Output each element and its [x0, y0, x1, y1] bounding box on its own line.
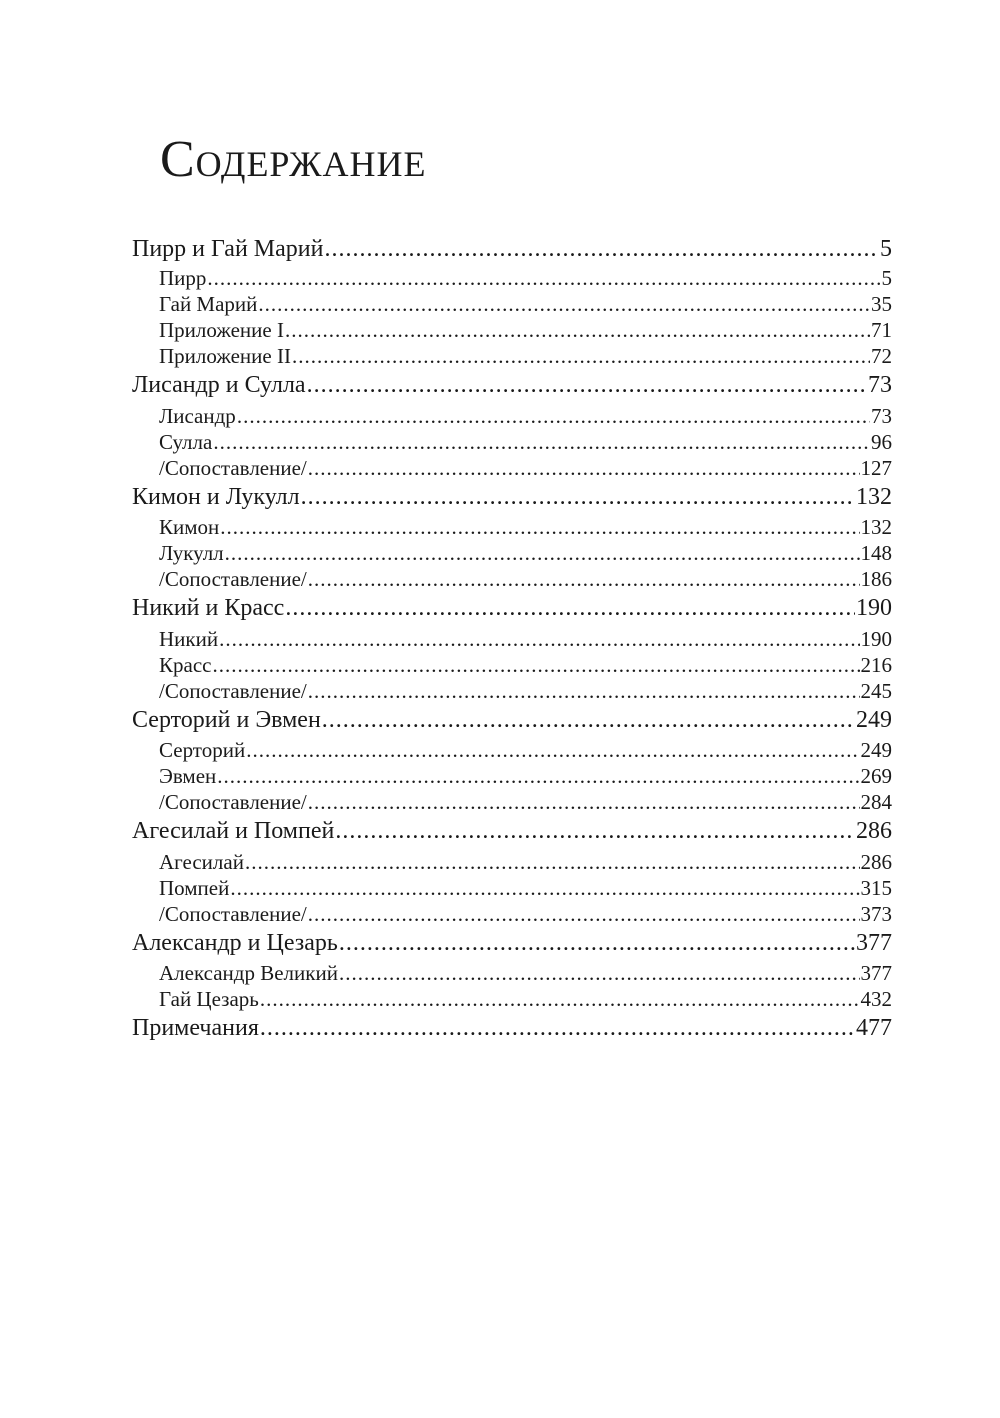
toc-entry-title: Серторий: [159, 738, 246, 762]
toc-entry-title: Помпей: [159, 875, 230, 900]
dot-leader: [335, 815, 855, 849]
toc-entry[interactable]: [132, 789, 892, 815]
dot-leader: [258, 291, 870, 317]
toc-entry[interactable]: [132, 737, 892, 763]
toc-entry-title: Кимон: [159, 515, 220, 539]
toc-entry-title: Гай Цезарь: [159, 987, 259, 1011]
toc-section-title: Никий и Красс: [132, 595, 285, 621]
page-number: 315: [860, 875, 892, 900]
toc-entry-title: Пирр: [159, 266, 207, 290]
page-number: 432: [860, 987, 892, 1011]
dot-leader: [217, 763, 859, 789]
toc-section-title: Лисандр и Сулла: [132, 372, 306, 398]
page-number: 96: [871, 429, 892, 454]
toc-entry[interactable]: [132, 875, 892, 901]
toc-entry[interactable]: [132, 566, 892, 592]
toc-section-title: Кимон и Лукулл: [132, 483, 300, 510]
page-number: 377: [856, 929, 892, 956]
page-number: 35: [871, 292, 892, 316]
toc-entry[interactable]: [132, 514, 892, 540]
toc-entry-title: Лукулл: [159, 541, 224, 565]
dot-leader: [308, 566, 860, 592]
dot-leader: [308, 678, 860, 704]
dot-leader: [339, 927, 855, 961]
table-of-contents: [132, 234, 892, 1046]
page-number: 269: [860, 764, 892, 788]
dot-leader: [207, 265, 880, 291]
toc-section[interactable]: [132, 927, 892, 961]
toc-section-title: Пирр и Гай Марий: [132, 236, 324, 262]
page-number: 377: [860, 961, 892, 985]
page-title: Содержание: [160, 131, 427, 188]
dot-leader: [307, 369, 867, 403]
dot-leader: [219, 626, 859, 652]
dot-leader: [260, 1012, 855, 1046]
page-number: 148: [860, 541, 892, 565]
toc-entry-title: /Сопоставление/: [159, 790, 307, 814]
dot-leader: [285, 317, 870, 343]
toc-entry[interactable]: [132, 626, 892, 652]
toc-section-title: Александр и Цезарь: [132, 929, 338, 956]
toc-entry[interactable]: [132, 291, 892, 317]
dot-leader: [308, 789, 860, 815]
toc-section-title: Серторий и Эвмен: [132, 706, 321, 733]
page-number: 73: [868, 372, 892, 398]
page-number: 284: [860, 790, 892, 814]
toc-entry[interactable]: [132, 429, 892, 455]
page-number: 5: [881, 266, 892, 290]
page-number: 186: [860, 567, 892, 591]
toc-entry-title: Александр Великий: [159, 961, 338, 985]
toc-entry-title: Сулла: [159, 429, 213, 454]
dot-leader: [246, 737, 859, 763]
dot-leader: [301, 481, 855, 515]
toc-entry-title: Никий: [159, 626, 219, 651]
toc-entry-title: Эвмен: [159, 764, 217, 788]
toc-section[interactable]: [132, 592, 892, 626]
toc-entry-title: /Сопоставление/: [159, 901, 307, 926]
page-number: 477: [856, 1015, 892, 1041]
dot-leader: [220, 514, 859, 540]
toc-entry-title: Агесилай: [159, 849, 244, 874]
toc-entry[interactable]: [132, 960, 892, 986]
page-number: 216: [860, 652, 892, 677]
page-number: 73: [871, 403, 892, 428]
toc-section[interactable]: [132, 481, 892, 515]
page-number: 373: [860, 901, 892, 926]
toc-entry[interactable]: [132, 403, 892, 429]
toc-entry[interactable]: [132, 849, 892, 875]
page-number: 286: [856, 818, 892, 844]
toc-entry[interactable]: [132, 678, 892, 704]
page-number: 132: [860, 515, 892, 539]
toc-section[interactable]: [132, 815, 892, 849]
toc-section[interactable]: [132, 369, 892, 403]
dot-leader: [213, 429, 870, 455]
dot-leader: [308, 901, 860, 927]
page-number: 132: [856, 483, 892, 510]
toc-entry[interactable]: [132, 901, 892, 927]
toc-entry-title: Приложение I: [159, 318, 284, 342]
dot-leader: [285, 592, 855, 626]
toc-entry[interactable]: [132, 763, 892, 789]
dot-leader: [225, 540, 860, 566]
dot-leader: [237, 403, 870, 429]
page-number: 286: [860, 849, 892, 874]
dot-leader: [212, 652, 859, 678]
page-number: 5: [880, 236, 892, 262]
toc-entry-title: Гай Марий: [159, 292, 258, 316]
toc-section-title: Агесилай и Помпей: [132, 818, 335, 844]
page-number: 245: [860, 678, 892, 703]
toc-section[interactable]: [132, 704, 892, 738]
toc-entry-title: Красс: [159, 652, 212, 677]
dot-leader: [324, 234, 879, 265]
page-number: 249: [856, 706, 892, 733]
toc-entry-title: Лисандр: [159, 403, 236, 428]
toc-entry[interactable]: [132, 343, 892, 369]
toc-section[interactable]: [132, 1012, 892, 1046]
toc-entry[interactable]: [132, 455, 892, 481]
toc-entry[interactable]: [132, 317, 892, 343]
dot-leader: [339, 960, 860, 986]
dot-leader: [322, 704, 855, 738]
dot-leader: [292, 343, 870, 369]
page-number: 71: [871, 318, 892, 342]
toc-entry-title: /Сопоставление/: [159, 678, 307, 703]
page-number: 190: [856, 595, 892, 621]
toc-entry[interactable]: [132, 265, 892, 291]
page-number: 249: [860, 738, 892, 762]
page-number: 190: [860, 626, 892, 651]
toc-entry[interactable]: [132, 986, 892, 1012]
toc-entry[interactable]: [132, 540, 892, 566]
dot-leader: [230, 875, 859, 901]
toc-section[interactable]: [132, 234, 892, 265]
dot-leader: [308, 455, 860, 481]
toc-entry-title: Приложение II: [159, 344, 291, 368]
toc-entry-title: /Сопоставление/: [159, 455, 307, 480]
page-number: 72: [871, 344, 892, 368]
toc-entry-title: /Сопоставление/: [159, 567, 307, 591]
page-number: 127: [860, 455, 892, 480]
dot-leader: [260, 986, 860, 1012]
toc-section-title: Примечания: [132, 1015, 259, 1041]
toc-entry[interactable]: [132, 652, 892, 678]
dot-leader: [245, 849, 860, 875]
